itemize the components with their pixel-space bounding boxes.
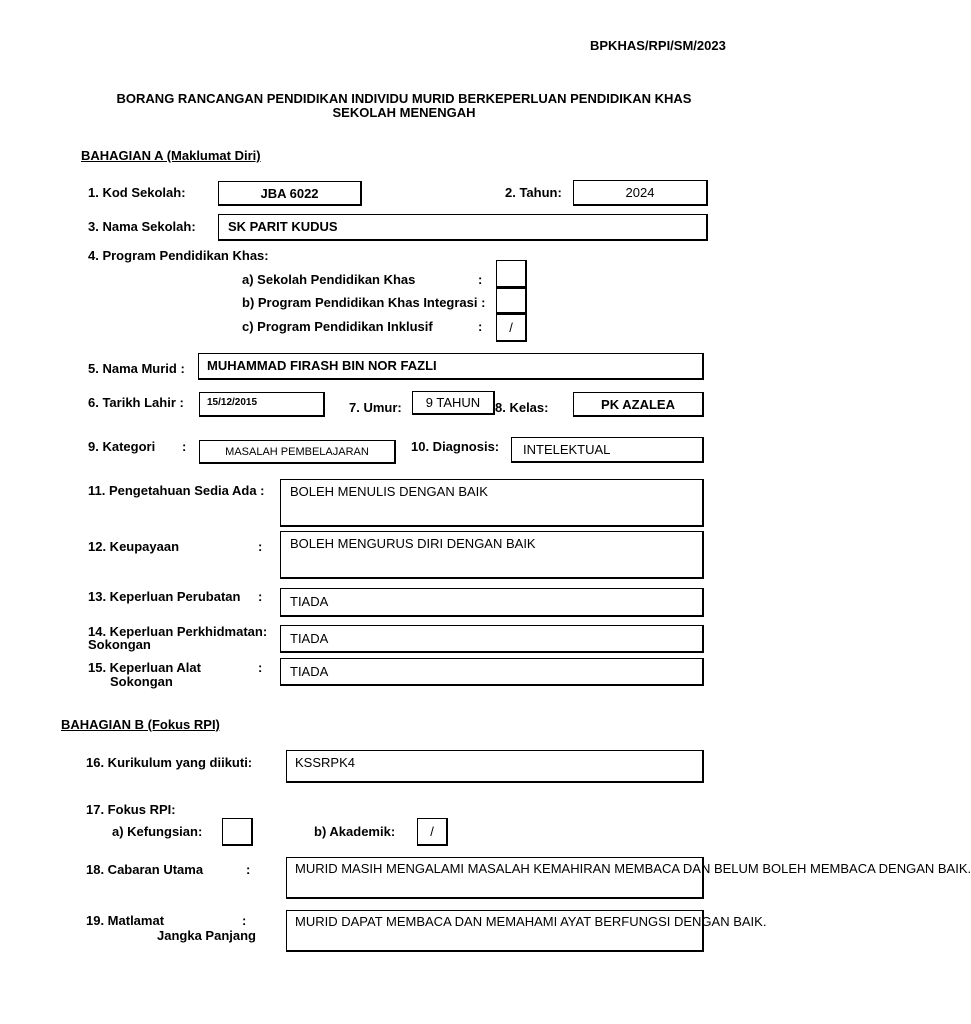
curriculum-value: KSSRPK4 [295, 755, 355, 770]
support-services-label: 14. Keperluan Perkhidmatan: [88, 624, 268, 639]
form-title-line1: BORANG RANCANGAN PENDIDIKAN INDIVIDU MURID BERKEPERLUAN PENDIDIKAN KHAS [116, 91, 692, 106]
long-term-goal-label-line2: Jangka Panjang [157, 928, 256, 943]
prior-knowledge-field [280, 479, 704, 527]
support-equipment-label-line2: Sokongan [110, 674, 173, 689]
academic-checkbox [417, 818, 448, 846]
medical-needs-value: TIADA [290, 594, 329, 609]
ability-value: BOLEH MENGURUS DIRI DENGAN BAIK [290, 536, 536, 551]
functional-checkbox [222, 818, 253, 846]
category-field [199, 440, 396, 464]
section-b-heading: BAHAGIAN B (Fokus RPI) [61, 717, 220, 732]
program-option-b-checkbox [496, 288, 527, 314]
long-term-goal-colon: : [242, 913, 247, 928]
birth-date-value: 15/12/2015 [207, 397, 258, 408]
student-name-value: MUHAMMAD FIRASH BIN NOR FAZLI [207, 358, 437, 373]
special-education-program-label: 4. Program Pendidikan Khas: [88, 248, 269, 263]
support-services-field [280, 625, 704, 653]
student-name-label: 5. Nama Murid : [88, 361, 185, 376]
rpi-focus-label: 17. Fokus RPI: [86, 802, 176, 817]
program-option-c-value: / [509, 320, 513, 335]
birth-date-label: 6. Tarikh Lahir : [88, 395, 184, 410]
school-name-field [218, 214, 708, 241]
medical-needs-colon: : [258, 589, 263, 604]
academic-value: / [430, 824, 434, 839]
school-name-label: 3. Nama Sekolah: [88, 219, 196, 234]
program-option-c-checkbox [496, 314, 527, 342]
form-title-line2: SEKOLAH MENENGAH [332, 105, 476, 120]
year-value: 2024 [625, 185, 655, 200]
main-challenge-label: 18. Cabaran Utama [86, 862, 204, 877]
category-label: 9. Kategori [88, 439, 156, 454]
functional-label: a) Kefungsian: [112, 824, 203, 839]
academic-label: b) Akademik: [314, 824, 396, 839]
class-field [573, 392, 704, 417]
support-equipment-label: 15. Keperluan Alat [88, 660, 201, 675]
ability-field [280, 531, 704, 579]
class-label: 8. Kelas: [495, 400, 549, 415]
year-field [573, 180, 708, 206]
diagnosis-value: INTELEKTUAL [523, 442, 611, 457]
support-equipment-colon: : [258, 660, 263, 675]
school-code-field [218, 181, 362, 206]
support-equipment-value: TIADA [290, 664, 329, 679]
section-a-heading: BAHAGIAN A (Maklumat Diri) [81, 148, 261, 163]
ability-label: 12. Keupayaan [88, 539, 180, 554]
prior-knowledge-label: 11. Pengetahuan Sedia Ada : [88, 483, 265, 498]
support-services-label-line2: Sokongan [88, 637, 151, 652]
ability-colon: : [258, 539, 263, 554]
curriculum-label: 16. Kurikulum yang diikuti: [86, 755, 253, 770]
main-challenge-field [286, 857, 971, 899]
school-code-label: 1. Kod Sekolah: [88, 185, 186, 200]
school-code-value: JBA 6022 [260, 185, 319, 201]
student-name-field [198, 353, 704, 380]
main-challenge-colon: : [246, 862, 251, 877]
program-option-a-label: a) Sekolah Pendidikan Khas [242, 272, 416, 287]
program-option-b-label: b) Program Pendidikan Khas Integrasi : [242, 295, 486, 310]
program-option-c-label: c) Program Pendidikan Inklusif [242, 319, 433, 334]
diagnosis-label: 10. Diagnosis: [411, 439, 500, 454]
school-name-value: SK PARIT KUDUS [228, 219, 338, 234]
class-value: PK AZALEA [601, 396, 675, 412]
age-label: 7. Umur: [349, 400, 402, 415]
age-value: 9 TAHUN [425, 395, 481, 410]
long-term-goal-label: 19. Matlamat [86, 913, 165, 928]
program-option-a-checkbox [496, 260, 527, 288]
long-term-goal-field [286, 910, 767, 952]
prior-knowledge-value: BOLEH MENULIS DENGAN BAIK [290, 484, 488, 499]
age-field [412, 391, 495, 415]
program-option-a-colon: : [478, 272, 483, 287]
medical-needs-field [280, 588, 704, 617]
support-equipment-field [280, 658, 704, 686]
category-value: MASALAH PEMBELAJARAN [225, 445, 369, 458]
long-term-goal-value: MURID DAPAT MEMBACA DAN MEMAHAMI AYAT BERFUNGSI DENGAN BAIK. [295, 914, 767, 929]
birth-date-field [199, 392, 325, 417]
program-option-c-colon: : [478, 319, 483, 334]
year-label: 2. Tahun: [505, 185, 562, 200]
curriculum-field [286, 750, 704, 783]
support-services-value: TIADA [290, 631, 329, 646]
main-challenge-value: MURID MASIH MENGALAMI MASALAH KEMAHIRAN MEMBACA DAN BELUM BOLEH MEMBACA DENGAN BAIK. [295, 861, 971, 876]
diagnosis-field [511, 437, 704, 463]
category-colon: : [182, 439, 187, 454]
document-code: BPKHAS/RPI/SM/2023 [590, 38, 726, 53]
medical-needs-label: 13. Keperluan Perubatan [88, 589, 241, 604]
